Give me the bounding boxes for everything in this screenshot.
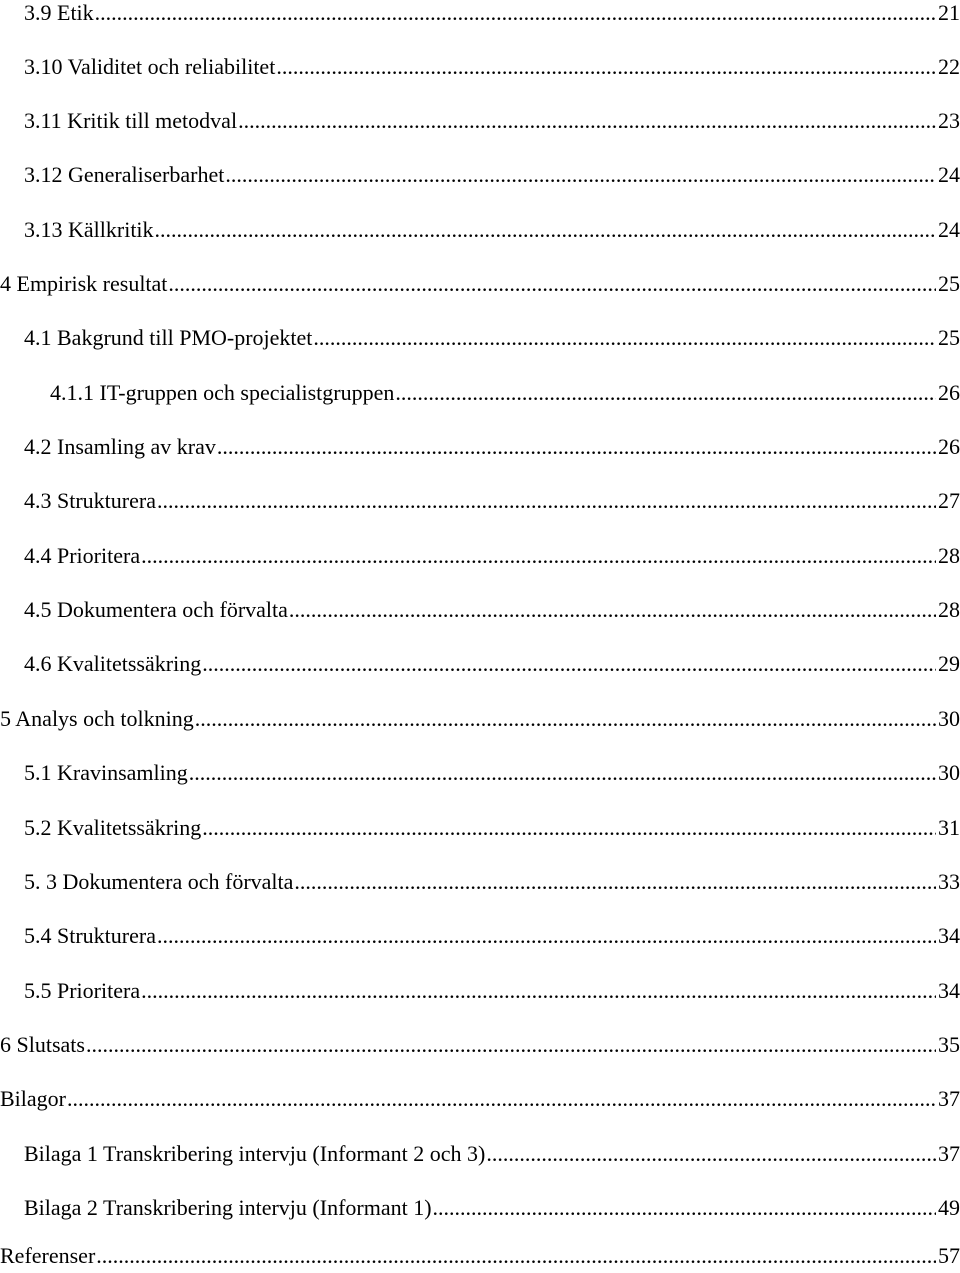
toc-entry-title: 5.1 Kravinsamling [24, 760, 188, 785]
toc-dot-leader [168, 269, 936, 299]
toc-entry-title: 5.2 Kvalitetssäkring [24, 815, 202, 840]
toc-entry-page: 25 [938, 271, 960, 296]
toc-entry[interactable] [0, 758, 960, 788]
toc-entry-title: 4.2 Insamling av krav [24, 434, 216, 459]
toc-dot-leader [294, 867, 936, 897]
toc-entry-page: 23 [938, 108, 960, 133]
toc-entry-title: 3.13 Källkritik [24, 217, 154, 242]
toc-dot-leader [157, 921, 936, 951]
toc-entry[interactable] [0, 595, 960, 625]
toc-entry-title: 3.9 Etik [24, 0, 94, 25]
toc-entry-page: 34 [938, 923, 960, 948]
toc-entry-page: 30 [938, 760, 960, 785]
toc-dot-leader [195, 704, 936, 734]
toc-entry-title: Bilagor [0, 1086, 66, 1111]
toc-entry-title: 4.3 Strukturera [24, 488, 156, 513]
toc-dot-leader [289, 595, 936, 625]
toc-entry-title: 3.11 Kritik till metodval [24, 108, 238, 133]
toc-entry[interactable] [0, 160, 960, 190]
toc-dot-leader [157, 486, 936, 516]
toc-entry[interactable] [0, 1193, 960, 1223]
toc-entry[interactable] [0, 1030, 960, 1060]
toc-entry[interactable] [0, 921, 960, 951]
toc-dot-leader [155, 215, 936, 245]
toc-entry-title: 3.10 Validitet och reliabilitet [24, 54, 276, 79]
toc-entry-page: 22 [938, 54, 960, 79]
toc-entry-title: Bilaga 2 Transkribering intervju (Informant 1) [24, 1195, 432, 1220]
toc-entry-title: 4.1.1 IT-gruppen och specialistgruppen [50, 380, 395, 405]
toc-entry[interactable] [0, 432, 960, 462]
toc-dot-leader [95, 0, 936, 28]
toc-entry-title: 3.12 Generaliserbarhet [24, 162, 225, 187]
toc-entry[interactable] [0, 323, 960, 353]
toc-dot-leader [395, 378, 936, 408]
toc-dot-leader [141, 541, 936, 571]
toc-entry[interactable] [0, 867, 960, 897]
toc-dot-leader [141, 976, 936, 1006]
toc-entry-title: 4.5 Dokumentera och förvalta [24, 597, 288, 622]
toc-entry[interactable] [0, 269, 960, 299]
toc-entry[interactable] [0, 976, 960, 1006]
toc-entry-page: 25 [938, 325, 960, 350]
toc-entry-page: 24 [938, 217, 960, 242]
toc-dot-leader [96, 1241, 936, 1271]
toc-entry-page: 27 [938, 488, 960, 513]
toc-entry-page: 28 [938, 597, 960, 622]
toc-dot-leader [189, 758, 936, 788]
toc-entry[interactable] [0, 1084, 960, 1114]
toc-dot-leader [238, 106, 936, 136]
toc-entry[interactable] [0, 704, 960, 734]
toc-entry-title: 4 Empirisk resultat [0, 271, 168, 296]
toc-entry-page: 29 [938, 651, 960, 676]
toc-entry-page: 37 [938, 1141, 960, 1166]
toc-entry-page: 21 [938, 0, 960, 25]
toc-entry[interactable] [0, 0, 960, 28]
toc-entry-title: 4.6 Kvalitetssäkring [24, 651, 202, 676]
toc-entry-title: 5. 3 Dokumentera och förvalta [24, 869, 294, 894]
toc-dot-leader [433, 1193, 936, 1223]
toc-entry[interactable] [0, 378, 960, 408]
toc-dot-leader [67, 1084, 936, 1114]
toc-dot-leader [217, 432, 936, 462]
toc-dot-leader [225, 160, 936, 190]
toc-entry-page: 35 [938, 1032, 960, 1057]
toc-entry-page: 30 [938, 706, 960, 731]
toc-entry[interactable] [0, 486, 960, 516]
toc-entry-page: 34 [938, 978, 960, 1003]
toc-entry[interactable] [0, 813, 960, 843]
toc-dot-leader [202, 813, 936, 843]
toc-entry[interactable] [0, 52, 960, 82]
toc-entry-page: 31 [938, 815, 960, 840]
toc-entry-page: 24 [938, 162, 960, 187]
toc-entry-title: 4.1 Bakgrund till PMO-projektet [24, 325, 313, 350]
toc-entry[interactable] [0, 106, 960, 136]
toc-dot-leader [202, 649, 936, 679]
toc-entry-page: 57 [938, 1243, 960, 1268]
toc-entry-title: 6 Slutsats [0, 1032, 85, 1057]
toc-entry-page: 37 [938, 1086, 960, 1111]
toc-entry[interactable] [0, 1139, 960, 1169]
toc-dot-leader [486, 1139, 936, 1169]
toc-entry-title: 5.4 Strukturera [24, 923, 156, 948]
toc-entry-title: 5.5 Prioritera [24, 978, 141, 1003]
toc-entry-page: 26 [938, 434, 960, 459]
toc-entry-page: 33 [938, 869, 960, 894]
toc-entry-title: Referenser [0, 1243, 96, 1268]
toc-entry[interactable] [0, 215, 960, 245]
toc-entry-page: 26 [938, 380, 960, 405]
toc-dot-leader [276, 52, 936, 82]
toc-entry-title: 5 Analys och tolkning [0, 706, 194, 731]
toc-entry[interactable] [0, 649, 960, 679]
toc-dot-leader [313, 323, 936, 353]
toc-entry-title: Bilaga 1 Transkribering intervju (Informant 2 och 3) [24, 1141, 486, 1166]
toc-entry[interactable] [0, 1241, 960, 1271]
toc-entry-page: 28 [938, 543, 960, 568]
toc-dot-leader [86, 1030, 936, 1060]
toc-entry-title: 4.4 Prioritera [24, 543, 141, 568]
toc-entry[interactable] [0, 541, 960, 571]
toc-entry-page: 49 [938, 1195, 960, 1220]
